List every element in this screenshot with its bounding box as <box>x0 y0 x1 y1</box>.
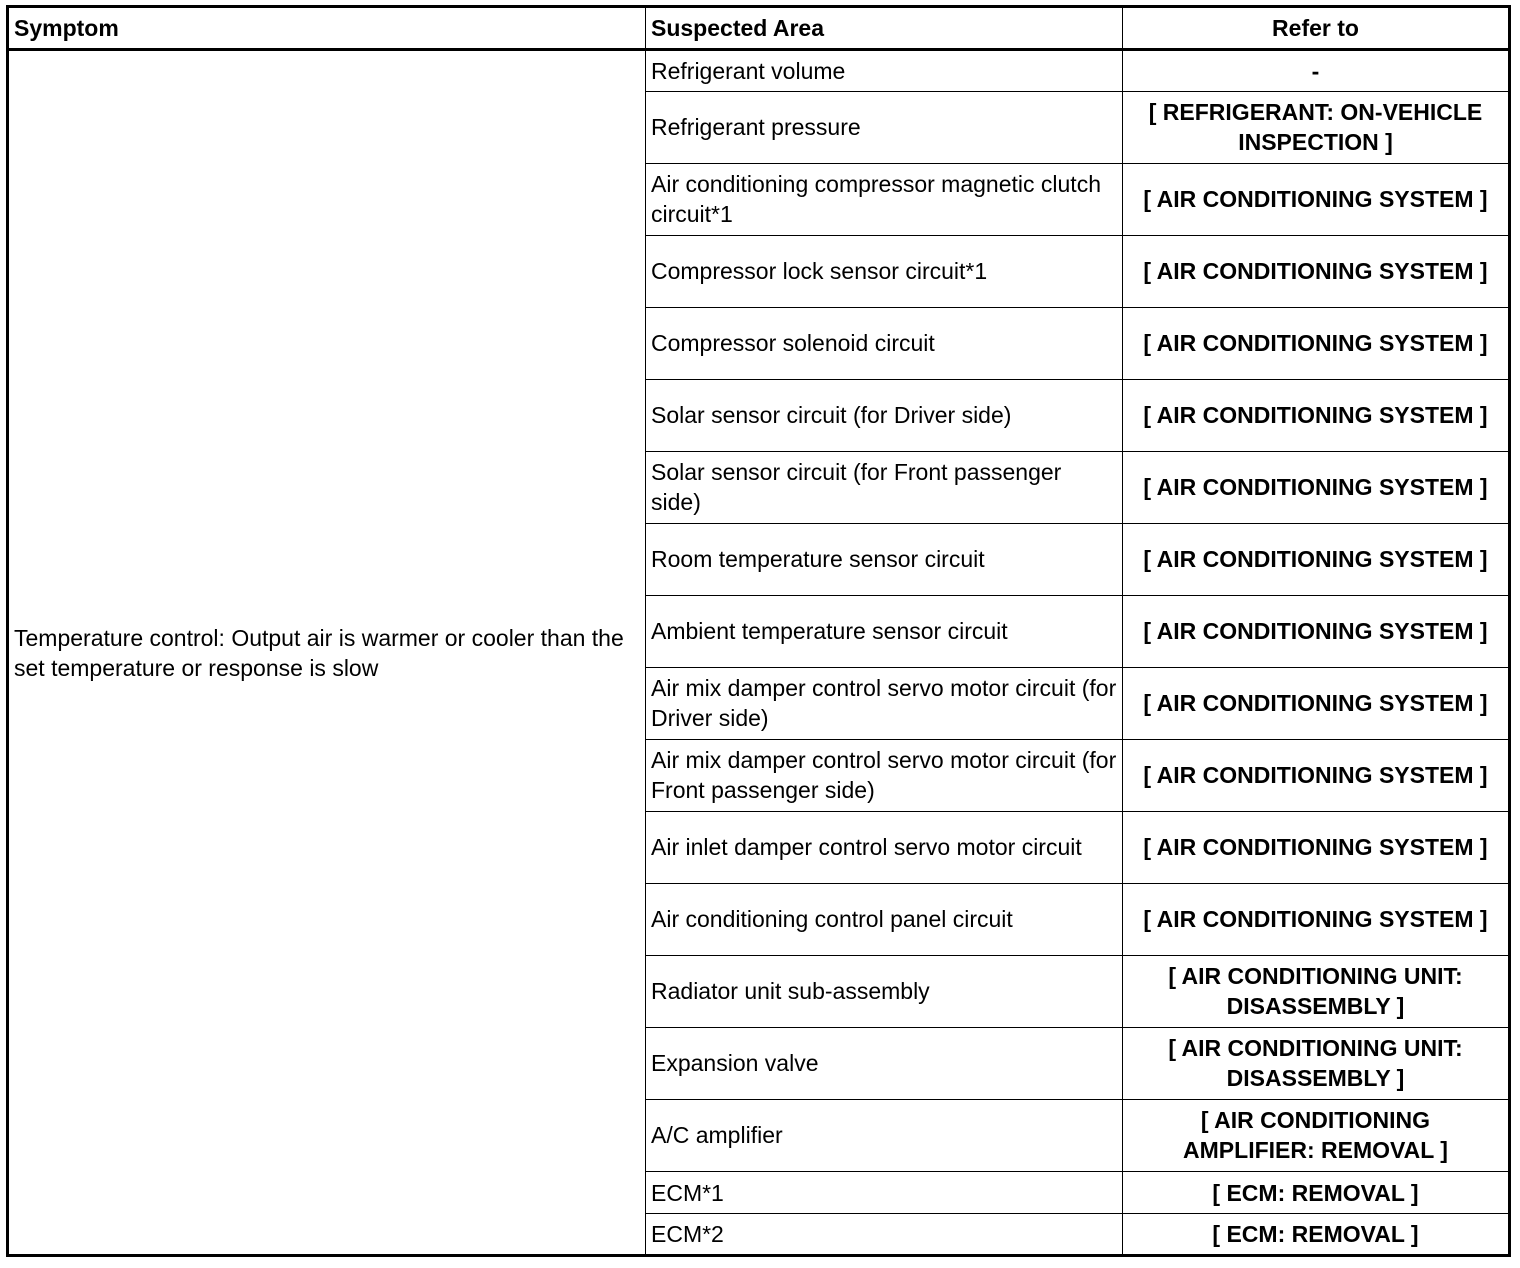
symptom-cell: Temperature control: Output air is warmer or cooler than the set temperature or response is slow <box>8 50 646 1256</box>
suspected-area-cell: Room temperature sensor circuit <box>646 524 1123 596</box>
refer-to-link[interactable]: [ AIR CONDITIONING SYSTEM ] <box>1123 740 1510 812</box>
suspected-area-cell: Refrigerant pressure <box>646 92 1123 164</box>
refer-to-link[interactable]: [ REFRIGERANT: ON-VEHICLE INSPECTION ] <box>1123 92 1510 164</box>
refer-to-link[interactable]: [ AIR CONDITIONING UNIT: DISASSEMBLY ] <box>1123 956 1510 1028</box>
suspected-area-cell: Compressor lock sensor circuit*1 <box>646 236 1123 308</box>
suspected-area-cell: Air conditioning compressor magnetic clutch circuit*1 <box>646 164 1123 236</box>
refer-to-link[interactable]: [ AIR CONDITIONING SYSTEM ] <box>1123 452 1510 524</box>
table-row <box>8 50 1510 92</box>
suspected-area-cell: ECM*2 <box>646 1214 1123 1256</box>
header-row <box>8 7 1510 50</box>
refer-to-link[interactable]: [ AIR CONDITIONING SYSTEM ] <box>1123 524 1510 596</box>
header-symptom: Symptom <box>8 7 646 50</box>
suspected-area-cell: Air conditioning control panel circuit <box>646 884 1123 956</box>
header-suspected-area: Suspected Area <box>646 7 1123 50</box>
troubleshooting-table <box>6 5 1511 1257</box>
refer-to-link[interactable]: [ AIR CONDITIONING SYSTEM ] <box>1123 812 1510 884</box>
suspected-area-cell: Solar sensor circuit (for Front passenger side) <box>646 452 1123 524</box>
refer-to-link[interactable]: [ AIR CONDITIONING SYSTEM ] <box>1123 308 1510 380</box>
refer-to-link[interactable]: [ AIR CONDITIONING SYSTEM ] <box>1123 236 1510 308</box>
suspected-area-cell: Expansion valve <box>646 1028 1123 1100</box>
troubleshooting-table-container <box>6 5 1511 1257</box>
suspected-area-cell: Solar sensor circuit (for Driver side) <box>646 380 1123 452</box>
suspected-area-cell: Compressor solenoid circuit <box>646 308 1123 380</box>
refer-to-link[interactable]: [ AIR CONDITIONING AMPLIFIER: REMOVAL ] <box>1123 1100 1510 1172</box>
suspected-area-cell: ECM*1 <box>646 1172 1123 1214</box>
suspected-area-cell: Air inlet damper control servo motor circuit <box>646 812 1123 884</box>
suspected-area-cell: Refrigerant volume <box>646 50 1123 92</box>
refer-to-link[interactable]: [ AIR CONDITIONING SYSTEM ] <box>1123 884 1510 956</box>
refer-to-link[interactable]: [ ECM: REMOVAL ] <box>1123 1214 1510 1256</box>
suspected-area-cell: Radiator unit sub-assembly <box>646 956 1123 1028</box>
suspected-area-cell: Air mix damper control servo motor circuit (for Front passenger side) <box>646 740 1123 812</box>
refer-to-link[interactable]: [ AIR CONDITIONING SYSTEM ] <box>1123 668 1510 740</box>
refer-to-link[interactable]: [ AIR CONDITIONING SYSTEM ] <box>1123 380 1510 452</box>
suspected-area-cell: Air mix damper control servo motor circuit (for Driver side) <box>646 668 1123 740</box>
refer-to-link[interactable]: [ ECM: REMOVAL ] <box>1123 1172 1510 1214</box>
table-header <box>8 7 1510 50</box>
refer-to-link: - <box>1123 50 1510 92</box>
refer-to-link[interactable]: [ AIR CONDITIONING UNIT: DISASSEMBLY ] <box>1123 1028 1510 1100</box>
table-body <box>8 50 1510 1256</box>
header-refer-to: Refer to <box>1123 7 1510 50</box>
refer-to-link[interactable]: [ AIR CONDITIONING SYSTEM ] <box>1123 164 1510 236</box>
suspected-area-cell: A/C amplifier <box>646 1100 1123 1172</box>
refer-to-link[interactable]: [ AIR CONDITIONING SYSTEM ] <box>1123 596 1510 668</box>
suspected-area-cell: Ambient temperature sensor circuit <box>646 596 1123 668</box>
